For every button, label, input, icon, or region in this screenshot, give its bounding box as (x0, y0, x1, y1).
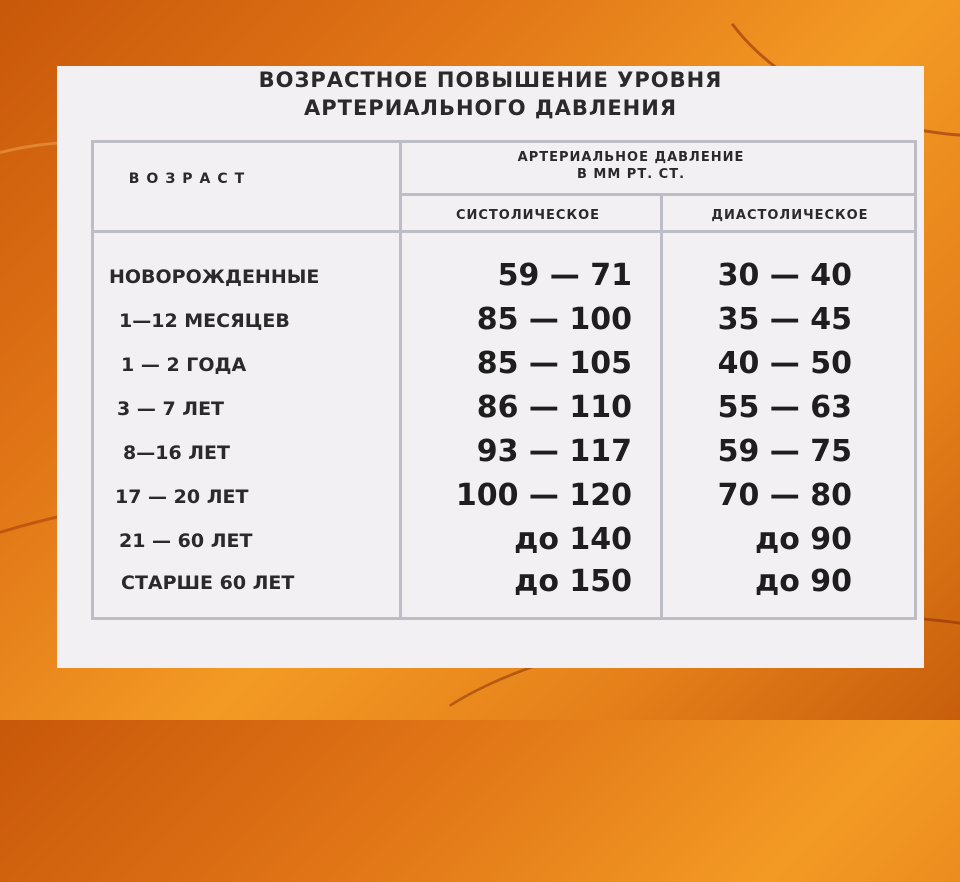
age-cell: НОВОРОЖДЕННЫЕ (109, 266, 320, 288)
table-row (57, 522, 924, 566)
systolic-cell: до 150 (514, 564, 632, 599)
header-divider (399, 193, 917, 196)
bp-header-line-2: В ММ РТ. СТ. (576, 167, 686, 182)
systolic-cell: 59 — 71 (497, 258, 632, 293)
diastolic-cell: до 90 (754, 564, 852, 599)
title-line-2: АРТЕРИАЛЬНОГО ДАВЛЕНИЯ (303, 96, 678, 120)
diastolic-cell: 59 — 75 (717, 434, 852, 469)
systolic-cell: 85 — 105 (476, 346, 632, 381)
table-row (57, 564, 924, 608)
title-line-1: ВОЗРАСТНОЕ ПОВЫШЕНИЕ УРОВНЯ (258, 68, 723, 92)
age-column-header: ВОЗРАСТ (128, 171, 252, 187)
diastolic-cell: 40 — 50 (717, 346, 852, 381)
age-cell: 21 — 60 ЛЕТ (119, 530, 253, 552)
systolic-cell: 100 — 120 (455, 478, 632, 513)
systolic-cell: 93 — 117 (476, 434, 632, 469)
systolic-cell: 86 — 110 (476, 390, 632, 425)
diastolic-cell: 70 — 80 (717, 478, 852, 513)
table-row (57, 258, 924, 302)
table-row (57, 346, 924, 390)
slide-card (57, 66, 924, 668)
bp-header-line-1: АРТЕРИАЛЬНОЕ ДАВЛЕНИЕ (517, 150, 745, 165)
diastolic-cell: 55 — 63 (717, 390, 852, 425)
bp-column-header (399, 149, 863, 183)
header-divider (91, 230, 917, 233)
table-row (57, 478, 924, 522)
diastolic-cell: 30 — 40 (717, 258, 852, 293)
age-cell: СТАРШЕ 60 ЛЕТ (121, 572, 295, 594)
systolic-column-header: СИСТОЛИЧЕСКОЕ (455, 208, 601, 223)
age-cell: 17 — 20 ЛЕТ (115, 486, 249, 508)
diastolic-cell: 35 — 45 (717, 302, 852, 337)
diastolic-column-header: ДИАСТОЛИЧЕСКОЕ (711, 208, 869, 223)
table-row (57, 434, 924, 478)
systolic-cell: 85 — 100 (476, 302, 632, 337)
systolic-cell: до 140 (514, 522, 632, 557)
diastolic-cell: до 90 (754, 522, 852, 557)
age-cell: 8—16 ЛЕТ (123, 442, 230, 464)
age-cell: 1—12 МЕСЯЦЕВ (119, 310, 290, 332)
table-row (57, 302, 924, 346)
table-row (57, 390, 924, 434)
age-cell: 3 — 7 ЛЕТ (117, 398, 225, 420)
age-cell: 1 — 2 ГОДА (121, 354, 247, 376)
